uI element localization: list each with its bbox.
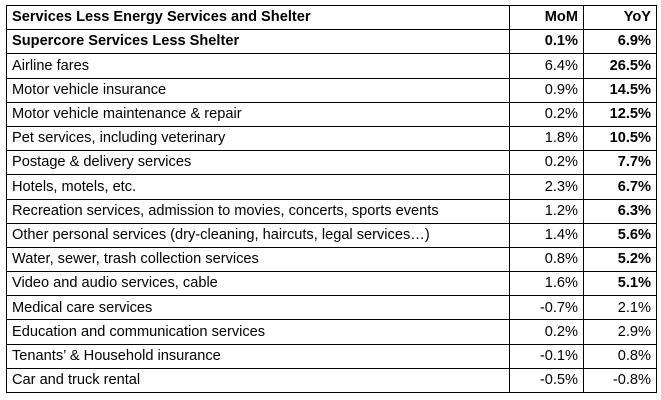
header-mom: MoM (510, 6, 584, 30)
row-yoy-cell: 7.7% (584, 151, 657, 175)
row-yoy-cell: 5.1% (584, 272, 657, 296)
row-name-cell: Recreation services, admission to movies, concerts, sports events (7, 199, 510, 223)
row-name-cell: Pet services, including veterinary (7, 126, 510, 150)
row-yoy-cell: 12.5% (584, 102, 657, 126)
row-name-cell: Supercore Services Less Shelter (7, 30, 510, 54)
row-mom-cell: 0.8% (510, 247, 584, 271)
row-yoy-cell: 2.1% (584, 296, 657, 320)
table-header-row (7, 6, 657, 30)
row-yoy-cell: 2.9% (584, 320, 657, 344)
table-row (7, 223, 657, 247)
row-yoy-cell: 26.5% (584, 54, 657, 78)
row-name-cell: Water, sewer, trash collection services (7, 247, 510, 271)
row-yoy-cell: 10.5% (584, 126, 657, 150)
row-name-cell: Video and audio services, cable (7, 272, 510, 296)
row-yoy-cell: 5.6% (584, 223, 657, 247)
table-row (7, 199, 657, 223)
row-mom-cell: 0.9% (510, 78, 584, 102)
row-name-cell: Tenants’ & Household insurance (7, 344, 510, 368)
row-mom-cell: 0.2% (510, 151, 584, 175)
row-yoy-cell: 6.3% (584, 199, 657, 223)
row-mom-cell: 1.4% (510, 223, 584, 247)
table-row (7, 102, 657, 126)
row-name-cell: Other personal services (dry-cleaning, haircuts, legal services…) (7, 223, 510, 247)
header-yoy: YoY (584, 6, 657, 30)
row-name-cell: Motor vehicle maintenance & repair (7, 102, 510, 126)
row-mom-cell: 0.2% (510, 320, 584, 344)
table-row (7, 296, 657, 320)
row-yoy-cell: 14.5% (584, 78, 657, 102)
row-name-cell: Education and communication services (7, 320, 510, 344)
row-name-cell: Car and truck rental (7, 368, 510, 392)
header-name: Services Less Energy Services and Shelter (7, 6, 510, 30)
table-row (7, 151, 657, 175)
table-container (6, 5, 657, 393)
row-mom-cell: 1.6% (510, 272, 584, 296)
table-row (7, 126, 657, 150)
services-table (6, 5, 657, 393)
row-mom-cell: 0.2% (510, 102, 584, 126)
row-yoy-cell: 5.2% (584, 247, 657, 271)
table-row (7, 54, 657, 78)
table-row (7, 272, 657, 296)
row-mom-cell: -0.1% (510, 344, 584, 368)
table-row (7, 30, 657, 54)
row-mom-cell: 6.4% (510, 54, 584, 78)
row-mom-cell: -0.7% (510, 296, 584, 320)
row-mom-cell: 1.8% (510, 126, 584, 150)
row-name-cell: Hotels, motels, etc. (7, 175, 510, 199)
table-row (7, 78, 657, 102)
table-row (7, 247, 657, 271)
row-mom-cell: 0.1% (510, 30, 584, 54)
table-row (7, 368, 657, 392)
row-yoy-cell: 6.9% (584, 30, 657, 54)
table-body (7, 30, 657, 393)
table-row (7, 175, 657, 199)
row-name-cell: Airline fares (7, 54, 510, 78)
row-yoy-cell: -0.8% (584, 368, 657, 392)
table-row (7, 344, 657, 368)
row-mom-cell: 1.2% (510, 199, 584, 223)
row-name-cell: Postage & delivery services (7, 151, 510, 175)
row-name-cell: Medical care services (7, 296, 510, 320)
row-mom-cell: 2.3% (510, 175, 584, 199)
row-yoy-cell: 6.7% (584, 175, 657, 199)
table-row (7, 320, 657, 344)
row-yoy-cell: 0.8% (584, 344, 657, 368)
row-mom-cell: -0.5% (510, 368, 584, 392)
row-name-cell: Motor vehicle insurance (7, 78, 510, 102)
